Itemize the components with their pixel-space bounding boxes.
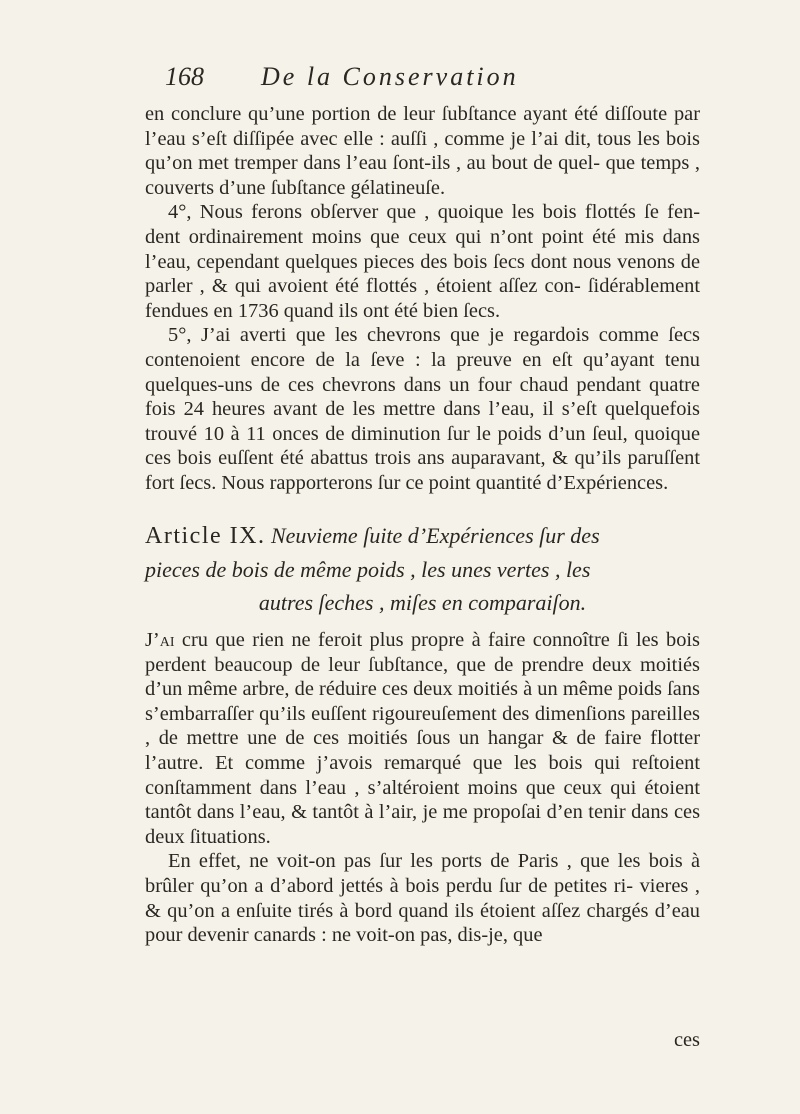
paragraph: 4°, Nous ferons obſerver que , quoique les bois flottés ſe fen- dent ordinairement moins que ceux qui n’ont point été mis dans l’eau, cependant quelques pieces des bois ſecs dont nous venons de parler , & qui avoient été flottés , étoient aſſez con- ſidérablement fendues en 1736 quand ils ont été bien ſecs. bbox=[145, 201, 700, 322]
page-header bbox=[165, 62, 700, 102]
article-label: Article IX. bbox=[145, 523, 266, 549]
article-heading bbox=[145, 519, 700, 619]
paragraph-text: cru que rien ne feroit plus propre à faire connoître ſi les bois perdent beaucoup de leur ſubſtance, que de prendre deux moitiés d’un même arbre, de réduire ces deux moitiés à un même poids ſans s’embarraſſer qu’ils euſſent rigoureuſement des dimenſions pareilles , de mettre une de ces moitiés ſous un hangar & de faire flotter l’autre. Et comme j’avois remarqué que les bois qui reſtoient conſtamment dans l’eau , s’altéroient moins que ceux qui étoient tantôt dans l’eau, & tantôt à l’air, je me propoſai d’en tenir dans ces deux ſituations. bbox=[145, 629, 700, 848]
article-title-line-1: Neuvieme ſuite d’Expériences ſur des bbox=[270, 523, 600, 548]
paragraph: 5°, J’ai averti que les chevrons que je regardois comme ſecs contenoient encore de la ſeve : la preuve en eſt qu’ayant tenu quelques-uns de ces chevrons dans un four chaud pendant quatre fois 24 heures avant de les mettre dans l’eau, il s’eſt quelquefois trouvé 10 à 11 onces de diminution ſur le poids d’un ſeul, quoique ces bois euſſent été abattus trois ans auparavant, & qu’ils paruſſent fort ſecs. Nous rapporterons ſur ce point quantité d’Expériences. bbox=[145, 324, 700, 494]
paragraph: En effet, ne voit-on pas ſur les ports de Paris , que les bois à brûler qu’on a d’abord jettés à bois perdu ſur de petites ri- vieres , & qu’on a enſuite tirés à bord quand ils étoient aſſez chargés d’eau pour devenir canards : ne voit-on pas, dis-je, que bbox=[145, 850, 700, 947]
paragraph: en conclure qu’une portion de leur ſubſtance ayant été diſſoute par l’eau s’eſt diſſipée avec elle : auſſi , comme je l’ai dit, tous les bois qu’on met tremper dans l’eau ſont-ils , au bout de quel- que temps , couverts d’une ſubſtance gélatineuſe. bbox=[145, 103, 700, 199]
body-text-top bbox=[145, 102, 700, 496]
page-number: 168 bbox=[165, 62, 204, 91]
catchword: ces bbox=[673, 1029, 700, 1051]
body-text-bottom bbox=[145, 628, 700, 948]
article-title-line-3: autres ſeches , miſes en comparaiſon. bbox=[258, 590, 587, 615]
paragraph-opening: J’ai bbox=[145, 629, 175, 651]
running-head: De la Conservation bbox=[261, 62, 519, 91]
paragraph bbox=[145, 628, 700, 849]
article-title-line-2: pieces de bois de même poids , les unes vertes , les bbox=[145, 557, 591, 582]
